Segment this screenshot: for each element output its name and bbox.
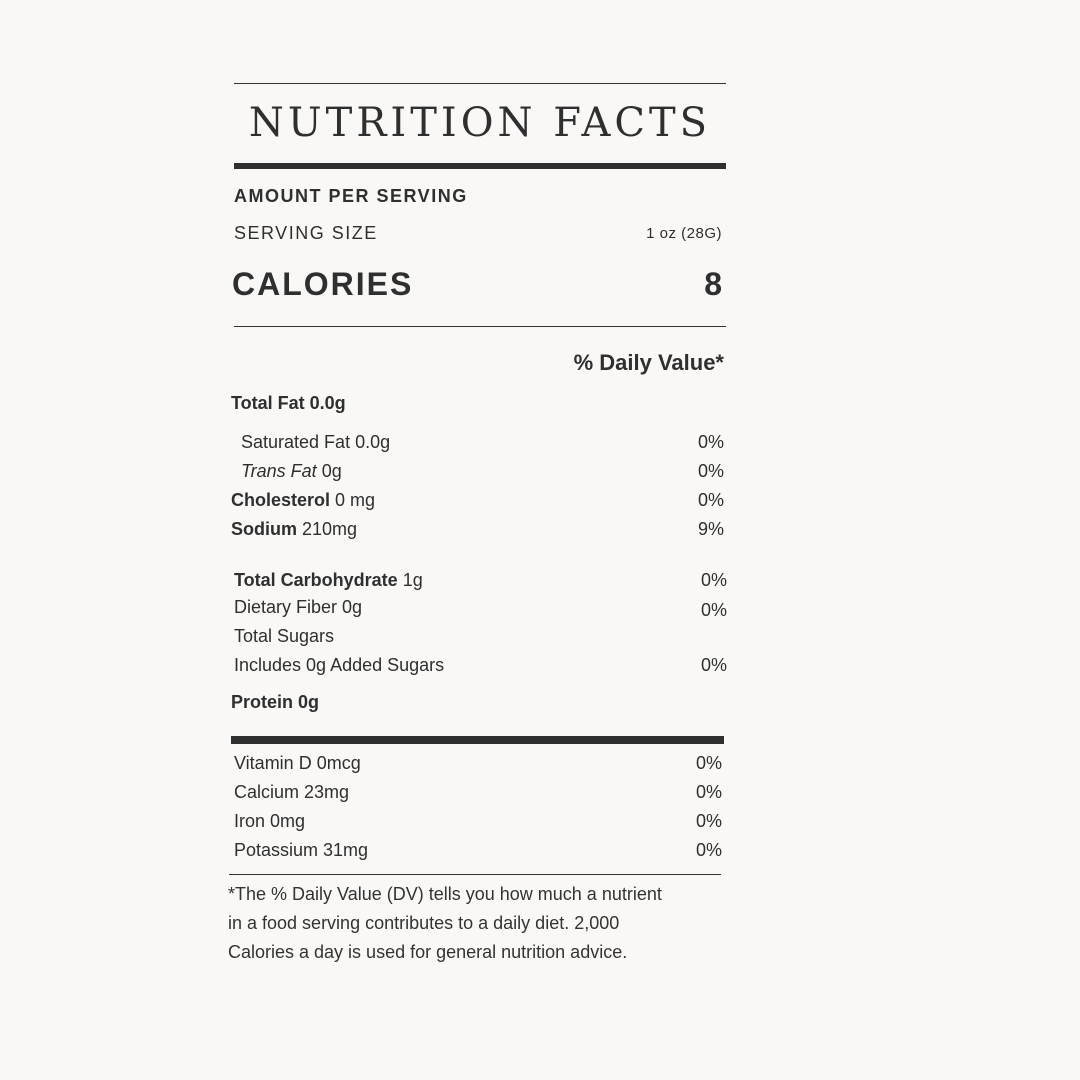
footnote-divider xyxy=(229,874,721,875)
total-sugars-label: Total Sugars xyxy=(234,626,335,646)
calories-divider xyxy=(234,326,726,327)
calcium-label: Calcium 23mg xyxy=(234,782,350,802)
calories-value: 8 xyxy=(704,266,722,302)
cholesterol-label: Cholesterol xyxy=(231,490,331,510)
serving-size-value: 1 oz (28G) xyxy=(646,225,722,242)
dietary-fiber-label: Dietary Fiber 0g xyxy=(234,597,363,617)
trans-fat-label: Trans Fat xyxy=(241,461,317,481)
added-sugars-row xyxy=(234,655,444,676)
total-carbohydrate-label: Total Carbohydrate xyxy=(234,570,398,590)
potassium-label: Potassium 31mg xyxy=(234,840,369,860)
dietary-fiber-dv: 0% xyxy=(700,600,727,620)
total-fat-row xyxy=(231,393,346,414)
calcium-dv: 0% xyxy=(695,782,722,802)
added-sugars-dv: 0% xyxy=(700,655,727,675)
total-carbohydrate-amount: 1g xyxy=(397,570,423,590)
vitamin-d-row xyxy=(234,753,361,774)
calories-label: CALORIES xyxy=(232,266,414,302)
potassium-dv: 0% xyxy=(695,840,722,860)
saturated-fat-dv: 0% xyxy=(697,432,724,452)
trans-fat-row xyxy=(241,461,342,482)
footnote-line-2: in a food serving contributes to a daily diet. 2,000 xyxy=(228,913,620,933)
cholesterol-amount: 0 mg xyxy=(330,490,376,510)
vitamin-d-label: Vitamin D 0mcg xyxy=(234,753,361,773)
amount-per-serving: AMOUNT PER SERVING xyxy=(234,186,468,206)
potassium-row xyxy=(234,840,368,861)
total-fat-label: Total Fat 0.0g xyxy=(231,393,346,413)
iron-dv: 0% xyxy=(695,811,722,831)
trans-fat-dv: 0% xyxy=(697,461,724,481)
total-carbohydrate-dv: 0% xyxy=(700,570,727,590)
sodium-label: Sodium xyxy=(231,519,297,539)
protein-divider xyxy=(231,736,724,744)
total-sugars-row xyxy=(234,626,334,647)
label-title: NUTRITION FACTS xyxy=(248,100,712,146)
iron-label: Iron 0mg xyxy=(234,811,306,831)
footnote-line-3: Calories a day is used for general nutrition advice. xyxy=(228,942,628,962)
title-divider xyxy=(234,163,726,169)
dietary-fiber-row xyxy=(234,597,362,618)
daily-value-footnote xyxy=(228,880,698,967)
sodium-dv: 9% xyxy=(697,519,724,539)
saturated-fat-row xyxy=(241,432,390,453)
sodium-row xyxy=(231,519,357,540)
daily-value-header: % Daily Value* xyxy=(573,350,724,375)
top-divider xyxy=(234,83,726,84)
serving-size-label: SERVING SIZE xyxy=(234,223,378,243)
calcium-row xyxy=(234,782,349,803)
sodium-amount: 210mg xyxy=(297,519,358,539)
iron-row xyxy=(234,811,305,832)
saturated-fat-label: Saturated Fat 0.0g xyxy=(241,432,391,452)
cholesterol-row xyxy=(231,490,375,511)
vitamin-d-dv: 0% xyxy=(695,753,722,773)
added-sugars-label: Includes 0g Added Sugars xyxy=(234,655,445,675)
protein-label: Protein 0g xyxy=(231,692,320,712)
total-carbohydrate-row xyxy=(234,570,423,591)
trans-fat-amount: 0g xyxy=(316,461,342,481)
footnote-line-1: *The % Daily Value (DV) tells you how much a nutrient xyxy=(228,884,662,904)
cholesterol-dv: 0% xyxy=(697,490,724,510)
protein-row xyxy=(231,692,319,713)
